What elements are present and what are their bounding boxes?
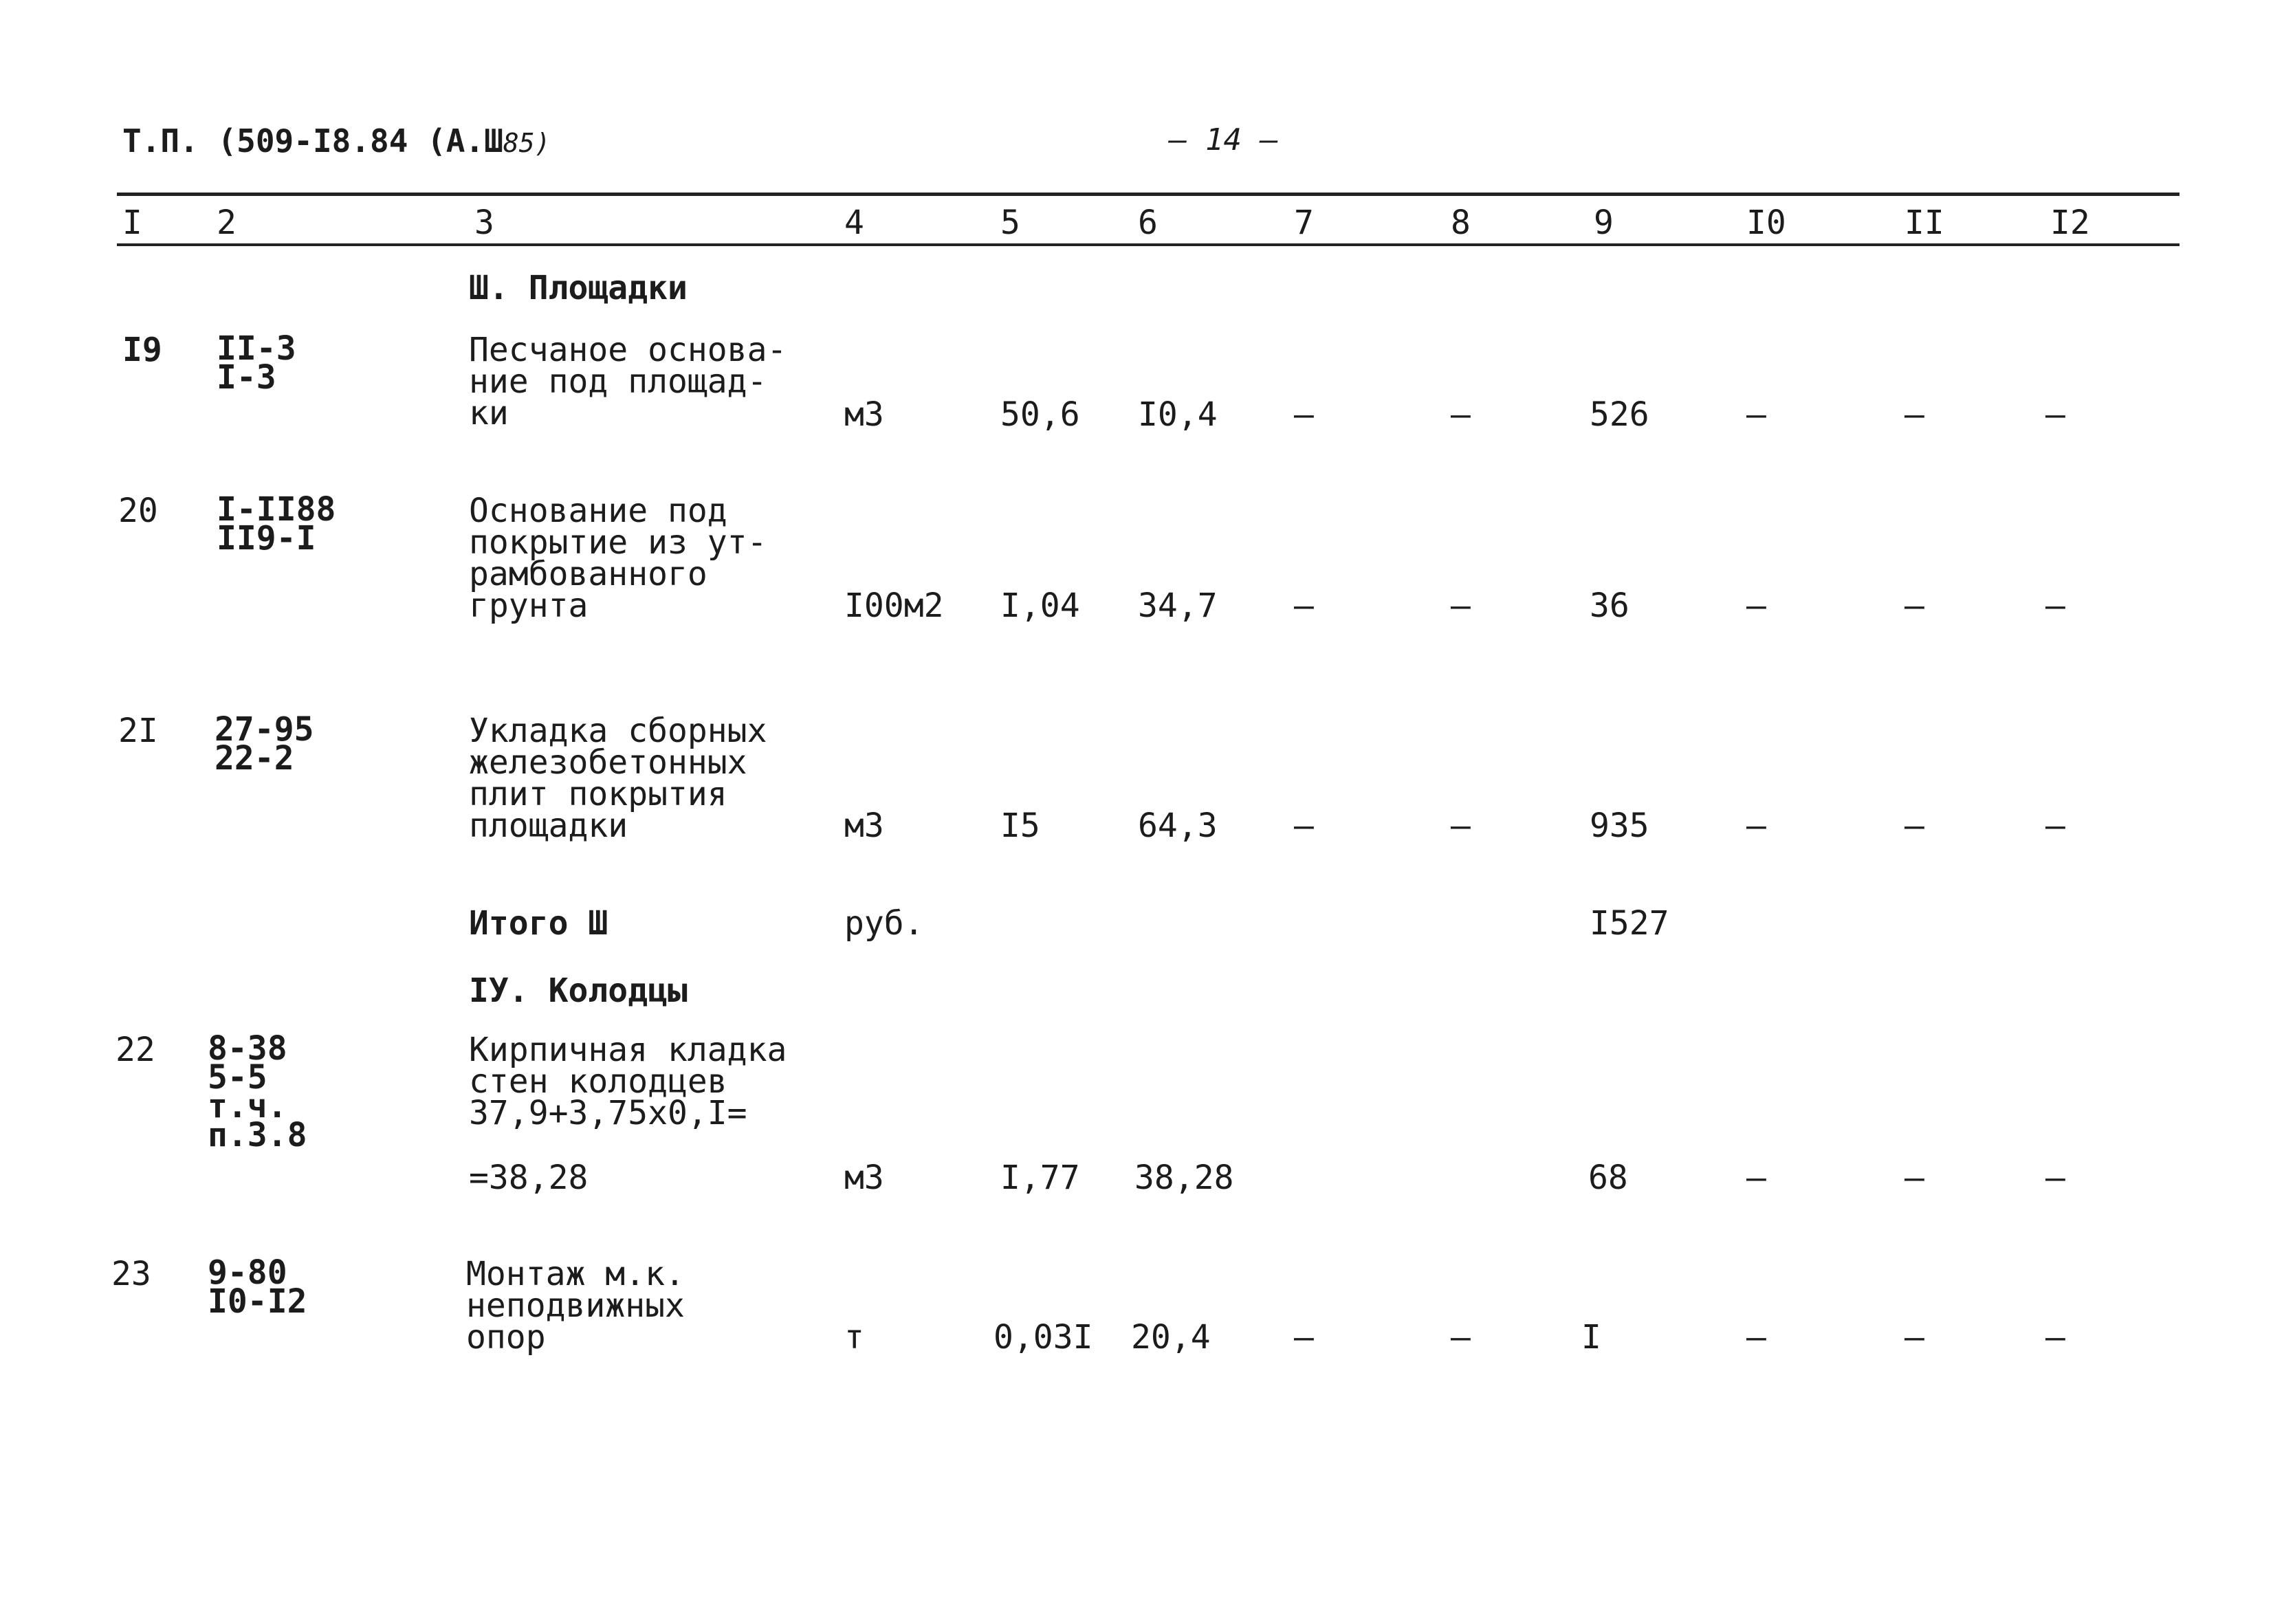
norm-code-line: 8-38 xyxy=(208,1029,287,1068)
norm-code xyxy=(208,1029,307,1154)
unit-cost: 38,28 xyxy=(1134,1159,1234,1197)
page-number: – 14 – xyxy=(1169,122,1278,157)
unit-cost: 34,7 xyxy=(1138,586,1218,625)
table-header-rule xyxy=(117,243,2179,246)
row-number: 22 xyxy=(116,1031,155,1069)
column-11-value: – xyxy=(1904,586,1924,625)
column-12-value: – xyxy=(2045,1318,2065,1357)
description-line: покрытие из ут- xyxy=(469,523,767,562)
unit-cost: I0,4 xyxy=(1138,395,1218,434)
norm-code-line: I0-I2 xyxy=(208,1282,307,1321)
description-line: Основание под xyxy=(469,492,727,530)
column-number: II xyxy=(1904,204,1944,242)
column-10-value: – xyxy=(1746,1318,1766,1357)
row-number: I9 xyxy=(122,331,162,369)
column-7-value: – xyxy=(1294,1318,1314,1357)
norm-code-line: т.ч. xyxy=(208,1087,287,1126)
unit: м3 xyxy=(844,395,884,434)
description-line: Укладка сборных xyxy=(469,712,767,750)
column-8-value: – xyxy=(1451,395,1471,434)
column-number: 8 xyxy=(1451,204,1471,242)
column-11-value: – xyxy=(1904,806,1924,845)
table-top-rule xyxy=(117,193,2179,196)
column-number: I0 xyxy=(1746,204,1786,242)
norm-code xyxy=(217,329,296,397)
column-11-value: – xyxy=(1904,1318,1924,1357)
section-total-value: I527 xyxy=(1590,904,1669,943)
unit: м3 xyxy=(844,1159,884,1197)
column-7-value: – xyxy=(1294,395,1314,434)
column-8-value: – xyxy=(1451,1318,1471,1357)
norm-code xyxy=(217,490,336,558)
column-number: I xyxy=(122,204,142,242)
description-line: Монтаж м.к. xyxy=(466,1255,685,1293)
unit: I00м2 xyxy=(844,586,944,625)
column-12-value: – xyxy=(2045,395,2065,434)
unit: м3 xyxy=(844,806,884,845)
quantity: 0,03I xyxy=(993,1318,1093,1357)
column-12-value: – xyxy=(2045,806,2065,845)
description-line: 37,9+3,75х0,I= xyxy=(469,1094,747,1132)
description-line: железобетонных xyxy=(469,743,747,782)
work-description xyxy=(469,1031,787,1132)
description-line: опор xyxy=(466,1318,546,1357)
column-12-value: – xyxy=(2045,586,2065,625)
total-cost: 68 xyxy=(1588,1159,1628,1197)
description-line: грунта xyxy=(469,586,589,625)
norm-code-line: 22-2 xyxy=(215,739,294,778)
section-total-unit: руб. xyxy=(844,904,924,943)
norm-code xyxy=(208,1253,307,1321)
column-11-value: – xyxy=(1904,395,1924,434)
column-7-value: – xyxy=(1294,806,1314,845)
column-11-value: – xyxy=(1904,1159,1924,1197)
description-line: стен колодцев xyxy=(469,1062,727,1101)
column-10-value: – xyxy=(1746,586,1766,625)
description-line: Кирпичная кладка xyxy=(469,1031,787,1069)
column-number: 7 xyxy=(1294,204,1314,242)
description-line: площадки xyxy=(469,806,628,845)
description-line: рамбованного xyxy=(469,555,707,593)
column-10-value: – xyxy=(1746,806,1766,845)
work-description xyxy=(466,1255,685,1357)
description-line: ки xyxy=(469,394,509,432)
total-cost: I xyxy=(1581,1318,1601,1357)
work-description xyxy=(469,712,767,845)
column-number: 4 xyxy=(844,204,864,242)
document-code: Т.П. (509-I8.84 (А.Ш xyxy=(122,122,503,160)
norm-code-line: 27-95 xyxy=(215,710,314,749)
column-10-value: – xyxy=(1746,395,1766,434)
norm-code-line: II9-I xyxy=(217,519,316,558)
work-description xyxy=(469,331,787,432)
handwritten-note: 85) xyxy=(503,128,551,158)
work-description xyxy=(469,492,767,625)
total-cost: 526 xyxy=(1590,395,1649,434)
quantity: 50,6 xyxy=(1000,395,1080,434)
quantity: I,04 xyxy=(1000,586,1080,625)
unit-cost: 64,3 xyxy=(1138,806,1218,845)
column-number: 3 xyxy=(474,204,494,242)
section-title: Ш. Площадки xyxy=(469,269,688,307)
column-number: 9 xyxy=(1594,204,1614,242)
description-line: Песчаное основа- xyxy=(469,331,787,369)
row-number: 2I xyxy=(118,712,158,750)
section-title: IУ. Колодцы xyxy=(469,972,688,1010)
column-12-value: – xyxy=(2045,1159,2065,1197)
column-number: 2 xyxy=(217,204,237,242)
total-cost: 36 xyxy=(1590,586,1629,625)
norm-code-line: I-3 xyxy=(217,358,276,397)
column-7-value: – xyxy=(1294,586,1314,625)
column-8-value: – xyxy=(1451,806,1471,845)
total-cost: 935 xyxy=(1590,806,1649,845)
row-number: 23 xyxy=(111,1255,151,1293)
unit-cost: 20,4 xyxy=(1131,1318,1211,1357)
norm-code-line: II-3 xyxy=(217,329,296,368)
quantity: I5 xyxy=(1000,806,1040,845)
norm-code-line: п.3.8 xyxy=(208,1116,307,1154)
column-number: 6 xyxy=(1138,204,1158,242)
quantity: I,77 xyxy=(1000,1159,1080,1197)
norm-code-line: 9-80 xyxy=(208,1253,287,1292)
section-total-label: Итого Ш xyxy=(469,904,608,943)
document-header xyxy=(122,122,551,160)
description-line: неподвижных xyxy=(466,1286,685,1325)
column-number: I2 xyxy=(2050,204,2090,242)
norm-code-line: 5-5 xyxy=(208,1058,267,1097)
description-line: ние под площад- xyxy=(469,362,767,401)
unit: т xyxy=(844,1318,864,1357)
description-line: плит покрытия xyxy=(469,775,727,813)
column-10-value: – xyxy=(1746,1159,1766,1197)
column-number: 5 xyxy=(1000,204,1020,242)
norm-code xyxy=(215,710,314,778)
row-number: 20 xyxy=(118,492,158,530)
column-8-value: – xyxy=(1451,586,1471,625)
description-continuation: =38,28 xyxy=(469,1159,589,1197)
norm-code-line: I-II88 xyxy=(217,490,336,529)
